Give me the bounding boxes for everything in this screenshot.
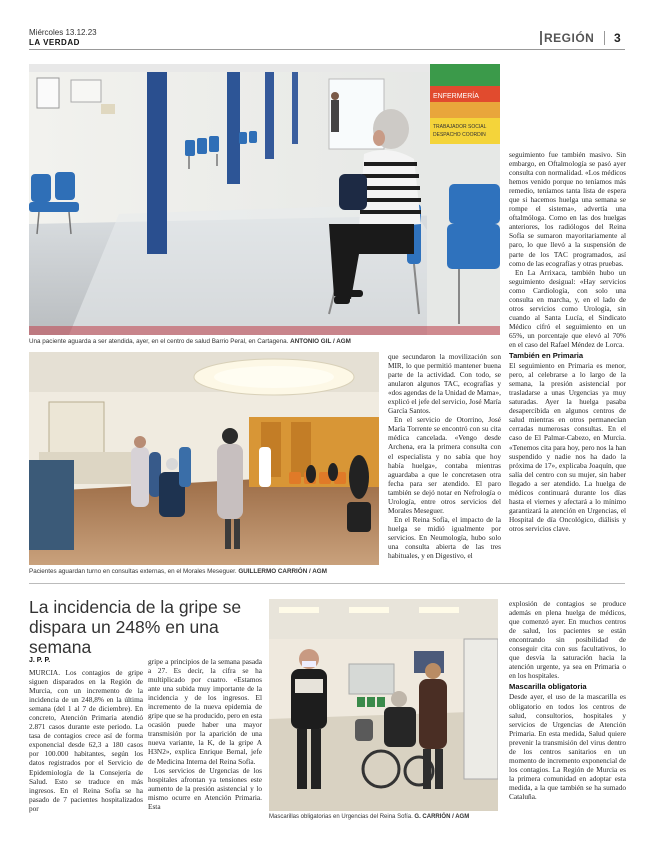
story-top-paragraph: El seguimiento en Primaria es menor, pero, al celebrarse a lo largo de la semana, la presión asistencial por trasladarse a unas Urgencias ya muy saturadas. Ayer la huelga pasaba desapercibida en algunos centros de salud mientras en otros permanecían cerradas numerosas consultas. En el caso de El Palmar-Cabezo, en Murcia. «Tenemos cita para hoy, pero nos la han suspendido y nadie nos ha dado la próxima de 17», explicaba Joaquín, que salía del centro con su mujer, sin haber llegado a ser atendido. La huelga de médicos continuará durante los días hasta el viernes y afectará a lo mínimo garantizará la atención en Urgencias, el Hospital de día Oncológico, diálisis y otros servicios clave. [509, 361, 626, 533]
story-bottom-column-3 [509, 599, 626, 801]
story-top-paragraph: En el servicio de Otorrino, José María Torrente se encontró con su cita médica cancelada. «Vengo desde Archena, era la primera consulta con el especialista y no sabía que hoy había huelga», contaba mientras aguardaba a que le concretasen otra fecha para ser atendido. El paro también se dejó notar en Nefrología o Urología, entre otros servicios del Morales Meseguer. [388, 415, 501, 515]
photo-illustration [29, 352, 379, 565]
photo-illustration [269, 599, 498, 811]
photo3-caption-text: Mascarillas obligatorias en Urgencias del Reina Sofía. [269, 814, 413, 820]
story-headline: La incidencia de la gripe se dispara un 248% en una semana [29, 597, 242, 657]
story-top-column-3 [509, 150, 626, 533]
story-top-paragraph: En La Arrixaca, también hubo un seguimiento desigual: «Hay servicios como Cardiología, con solo una consulta en marcha, y, en el lado de otros servicios como Urología, sin cuando al Santa Lucía, el Sindicato Médico cifró el seguimiento en un 65%, un porcentaje que elevó al 70% en el caso del Rafael Méndez de Lorca. [509, 267, 626, 349]
photo1-credit: ANTONIO GIL / AGM [290, 338, 351, 345]
story-bottom-paragraph: Desde ayer, el uso de la mascarilla es obligatorio en todos los centros de salud, consultorios, hospitales y servicios de Urgencias de Atención Primaria. En esta medida, Salud quiere prevenir la transmisión del virus dentro de los centros sanitarios en un momento de incremento exponencial de los contagios. La Región de Murcia es la primera comunidad en adoptar esta medida, a la que también se ha sumado Cataluña. [509, 692, 626, 801]
photo3-credit: G. CARRIÓN / AGM [414, 814, 470, 820]
story-bottom-subhead: Mascarilla obligatoria [509, 682, 587, 692]
story-bottom-column-1 [29, 668, 143, 813]
header-rule [29, 49, 625, 50]
photo1-caption [29, 338, 351, 345]
section-divider [540, 31, 542, 45]
photo-consultas-externas [29, 352, 379, 565]
photo2-caption [29, 568, 327, 575]
story-top-column-2 [388, 352, 501, 560]
photo-illustration [29, 64, 500, 335]
story-bottom-column-2 [148, 657, 262, 811]
newspaper-name: LA VERDAD [29, 38, 80, 47]
edition-date: Miércoles 13.12.23 [29, 28, 97, 37]
photo-urgencias-reina-sofia [269, 599, 498, 811]
story-bottom-paragraph: Los servicios de Urgencias de los hospitales afrontan ya tensiones este aumento de la presión asistencial y lo mismo ocurre en Atención Primaria. Esta [148, 765, 262, 811]
story-top-subhead: También en Primaria [509, 351, 584, 361]
sign-enfermeria: ENFERMERÍA [433, 93, 479, 100]
page-divider [604, 31, 605, 45]
story-top-paragraph: que secundaron la movilización son MIR, lo que permitió mantener buena parte de la actividad. Con todo, se anularon algunos TAC, ecografías y «dos agendas de la Unidad de Mama», explicó el jefe del servicio, José María García Santos. [388, 352, 501, 416]
byline: J. P. P. [29, 657, 51, 664]
story-bottom-paragraph: explosión de contagios se produce además en plena huelga de médicos, que comenzó ayer. En muchos centros de salud, los pacientes se están encontrando sin posibilidad de conseguir cita con sus facultativos, lo que desvía la saturación hacia la atención urgente, ya sea en Primaria o en los hospitales. [509, 599, 626, 681]
photo-waiting-room-cartagena [29, 64, 500, 335]
photo2-credit: GUILLERMO CARRIÓN / AGM [238, 568, 327, 575]
page-number: 3 [614, 31, 621, 45]
story-top-paragraph: seguimiento fue también masivo. Sin embargo, en Oftalmología se pasó ayer consulta con normalidad. «Los médicos hemos venido porque no teníamos más remedio, teníamos tanta lista de espera que si hacemos huelga una semana se rompe el sistema», advertía una oftalmóloga. Como en las dos huelgas anteriores, los radiólogos del Reina Sofía se sumaron mayoritariamente al paro, lo que llevó a la suspensión de parte de los TAC programados, así como de las ecografías y otras pruebas. [509, 150, 626, 268]
sign-despacho: DESPACHO COORDIN [433, 132, 486, 138]
story-bottom-paragraph: MURCIA. Los contagios de gripe siguen disparados en la Región de Murcia, con un incremento de la incidencia de un 248,8% en la última semana (del 1 al 7 de diciembre). En concreto, Atención Primaria atendió 2.871 casos durante este periodo. La tasa de contagios crece así de forma exponencial desde 62,3 a 180 casos por 100.000 habitantes, según los datos registrados por el Servicio de Epidemiología de la Consejería de Salud. Esto se traduce en más ingresos. En el Reina Sofía se ha pasado de 7 pacientes hospitalizados por [29, 668, 143, 813]
story-top-paragraph: En el Reina Sofía, el impacto de la huelga se midió igualmente por servicios. En Neumología, hubo solo una consulta abierta de las tres habituales, y en Digestivo, el [388, 514, 501, 561]
story-bottom-paragraph: gripe a principios de la semana pasada a 27. Es decir, la cifra se ha multiplicado por cuatro. «Estamos ante una subida muy importante de la incidencia y de los ingresos. El incremento de la nueva epidemia de gripe que se ha producido, pero en esta ocasión puede haber una mayor transmisión por la aparición de una nueva variante, la K, de la gripe A H3N2», explica Enrique Bernal, jefe de Medicina Interna del Reina Sofía. [148, 657, 262, 766]
story-divider [29, 583, 625, 584]
photo3-caption [269, 814, 469, 820]
sign-trabajador: TRABAJADOR SOCIAL [433, 124, 487, 130]
photo2-caption-text: Pacientes aguardan turno en consultas externas, en el Morales Meseguer. [29, 568, 237, 575]
section-label: REGIÓN [544, 31, 595, 45]
photo1-caption-text: Una paciente aguarda a ser atendida, ayer, en el centro de salud Barrio Peral, en Cartagena. [29, 338, 289, 345]
